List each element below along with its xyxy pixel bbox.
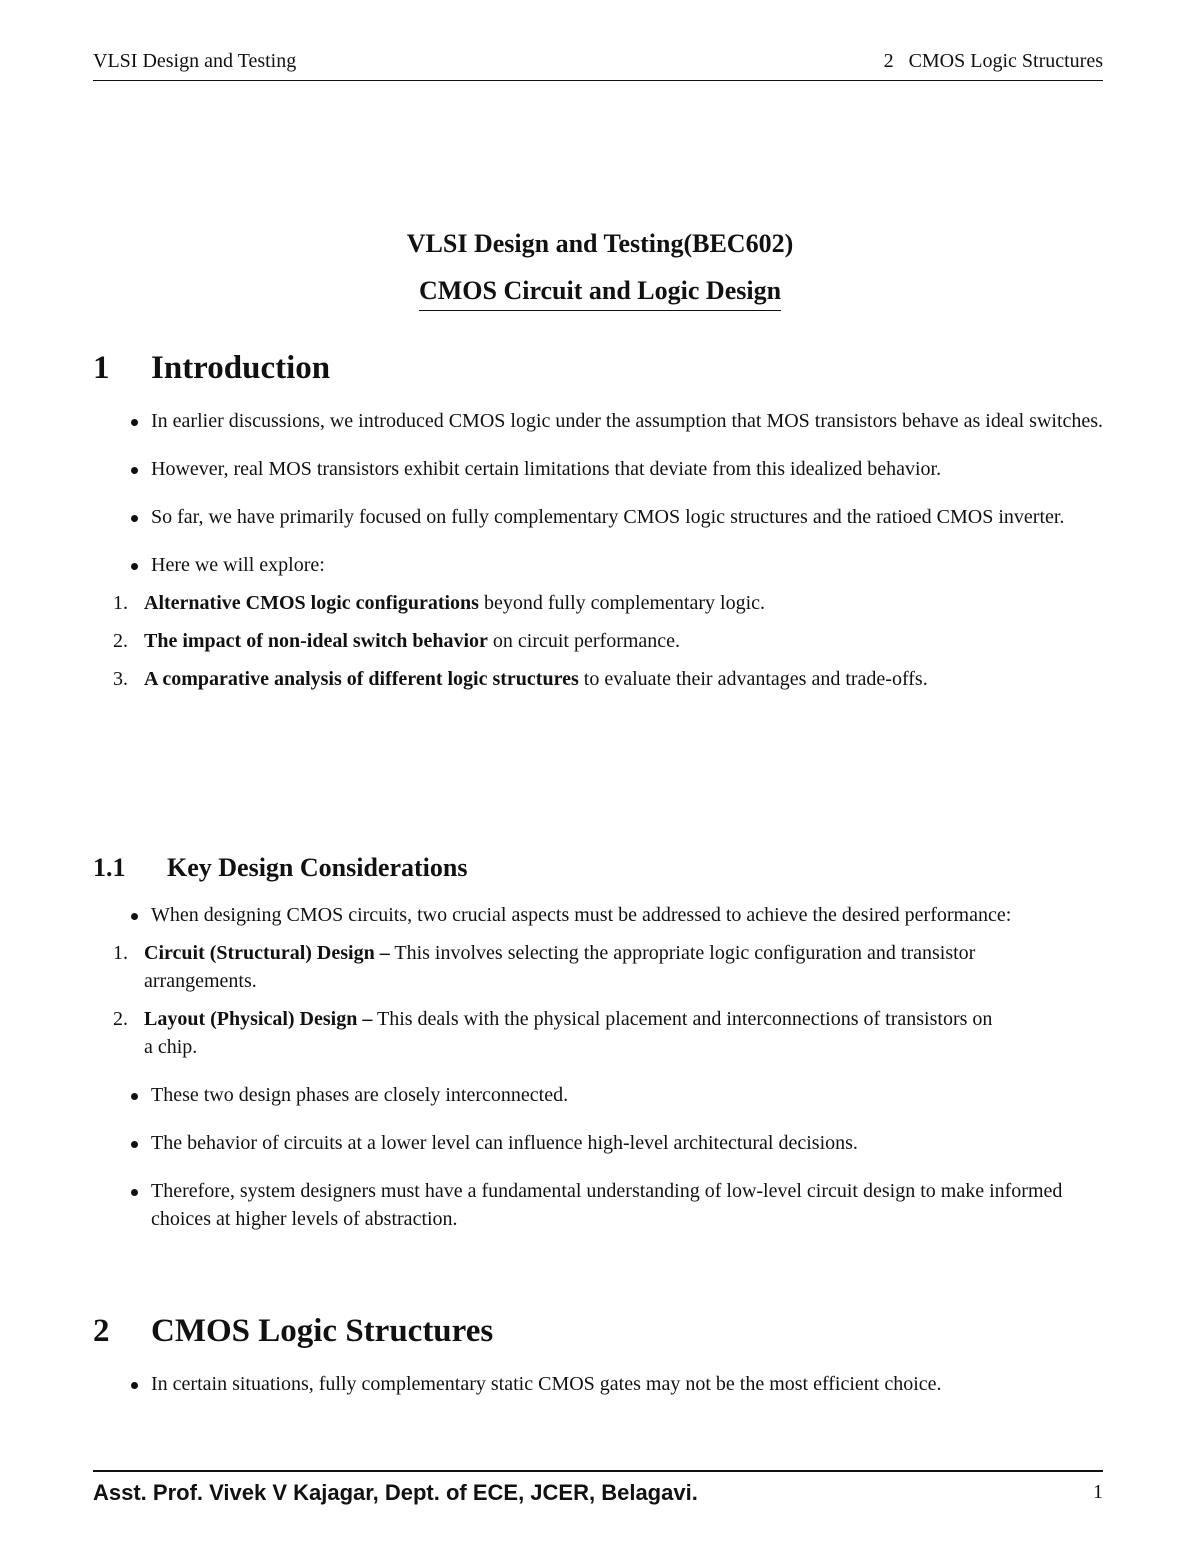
list-item: These two design phases are closely interconnected. [93,1081,1105,1109]
item-text: beyond fully complementary logic. [478,592,766,614]
section-cmos-logic-structures [93,1311,1105,1418]
list-item: So far, we have primarily focused on fully complementary CMOS logic structures and the ratioed CMOS inverter. [93,503,1105,531]
numbered-item [93,939,995,995]
item-number: 2. [113,630,128,652]
title-block [0,226,1200,311]
section-number: 2 [93,1313,110,1349]
running-header [93,50,1103,81]
numbered-item [93,665,1105,693]
item-text: This deals with the physical placement and interconnections of transistors on a chip. [144,1008,993,1058]
page-number: 1 [1093,1481,1103,1503]
subsection-title: Key Design Considerations [167,853,468,882]
item-text: This involves selecting the appropriate logic configuration and transistor arrangements. [144,942,976,992]
bullet-list [93,407,1105,693]
subsection-heading [93,851,1105,885]
subsection-number: 1.1 [93,853,126,882]
list-item-text: Here we will explore: [151,554,325,576]
bullet-list [93,901,1105,1233]
item-bold-text: Alternative CMOS logic configurations [144,592,479,614]
item-number: 1. [113,592,128,614]
section-heading [93,348,1105,388]
section-title: Introduction [151,350,331,386]
item-bold-text: A comparative analysis of different logic structures [144,668,579,690]
document-subtitle: CMOS Circuit and Logic Design [419,274,781,311]
bullet-list [93,1370,1105,1398]
item-number: 3. [113,668,128,690]
section-title: CMOS Logic Structures [151,1313,494,1349]
document-title: VLSI Design and Testing(BEC602) [406,229,794,258]
item-bold-text: Circuit (Structural) Design – [144,942,390,964]
header-section-title: 2 CMOS Logic Structures [883,50,1103,72]
footer-author: Asst. Prof. Vivek V Kajagar, Dept. of ECE, JCER, Belagavi. [93,1480,698,1505]
numbered-item [93,589,1105,617]
list-item: However, real MOS transistors exhibit certain limitations that deviate from this idealized behavior. [93,455,1105,483]
list-item: In certain situations, fully complementary static CMOS gates may not be the most efficient choice. [93,1370,1105,1398]
item-text: to evaluate their advantages and trade-offs. [578,668,928,690]
section-key-design-considerations [93,851,1105,1253]
list-item [93,901,1105,1061]
section-introduction [93,348,1105,713]
item-number: 2. [113,1008,128,1030]
section-heading [93,1311,1105,1351]
footer-divider [93,1470,1103,1472]
item-bold-text: The impact of non-ideal switch behavior [144,630,488,652]
numbered-list [93,589,1105,693]
numbered-list [93,939,1105,1061]
list-item [93,551,1105,693]
list-item-text: When designing CMOS circuits, two crucial aspects must be addressed to achieve the desired performance: [151,904,1012,926]
numbered-item [93,1005,995,1061]
list-item: The behavior of circuits at a lower level can influence high-level architectural decisions. [93,1129,1105,1157]
list-item: In earlier discussions, we introduced CMOS logic under the assumption that MOS transistors behave as ideal switches. [93,407,1105,435]
numbered-item [93,627,1105,655]
item-text: on circuit performance. [487,630,681,652]
list-item: Therefore, system designers must have a fundamental understanding of low-level circuit design to make informed choices at higher levels of abstraction. [93,1177,1105,1233]
item-bold-text: Layout (Physical) Design – [144,1008,373,1030]
header-course-title: VLSI Design and Testing [93,50,297,72]
item-number: 1. [113,942,128,964]
section-number: 1 [93,350,110,386]
